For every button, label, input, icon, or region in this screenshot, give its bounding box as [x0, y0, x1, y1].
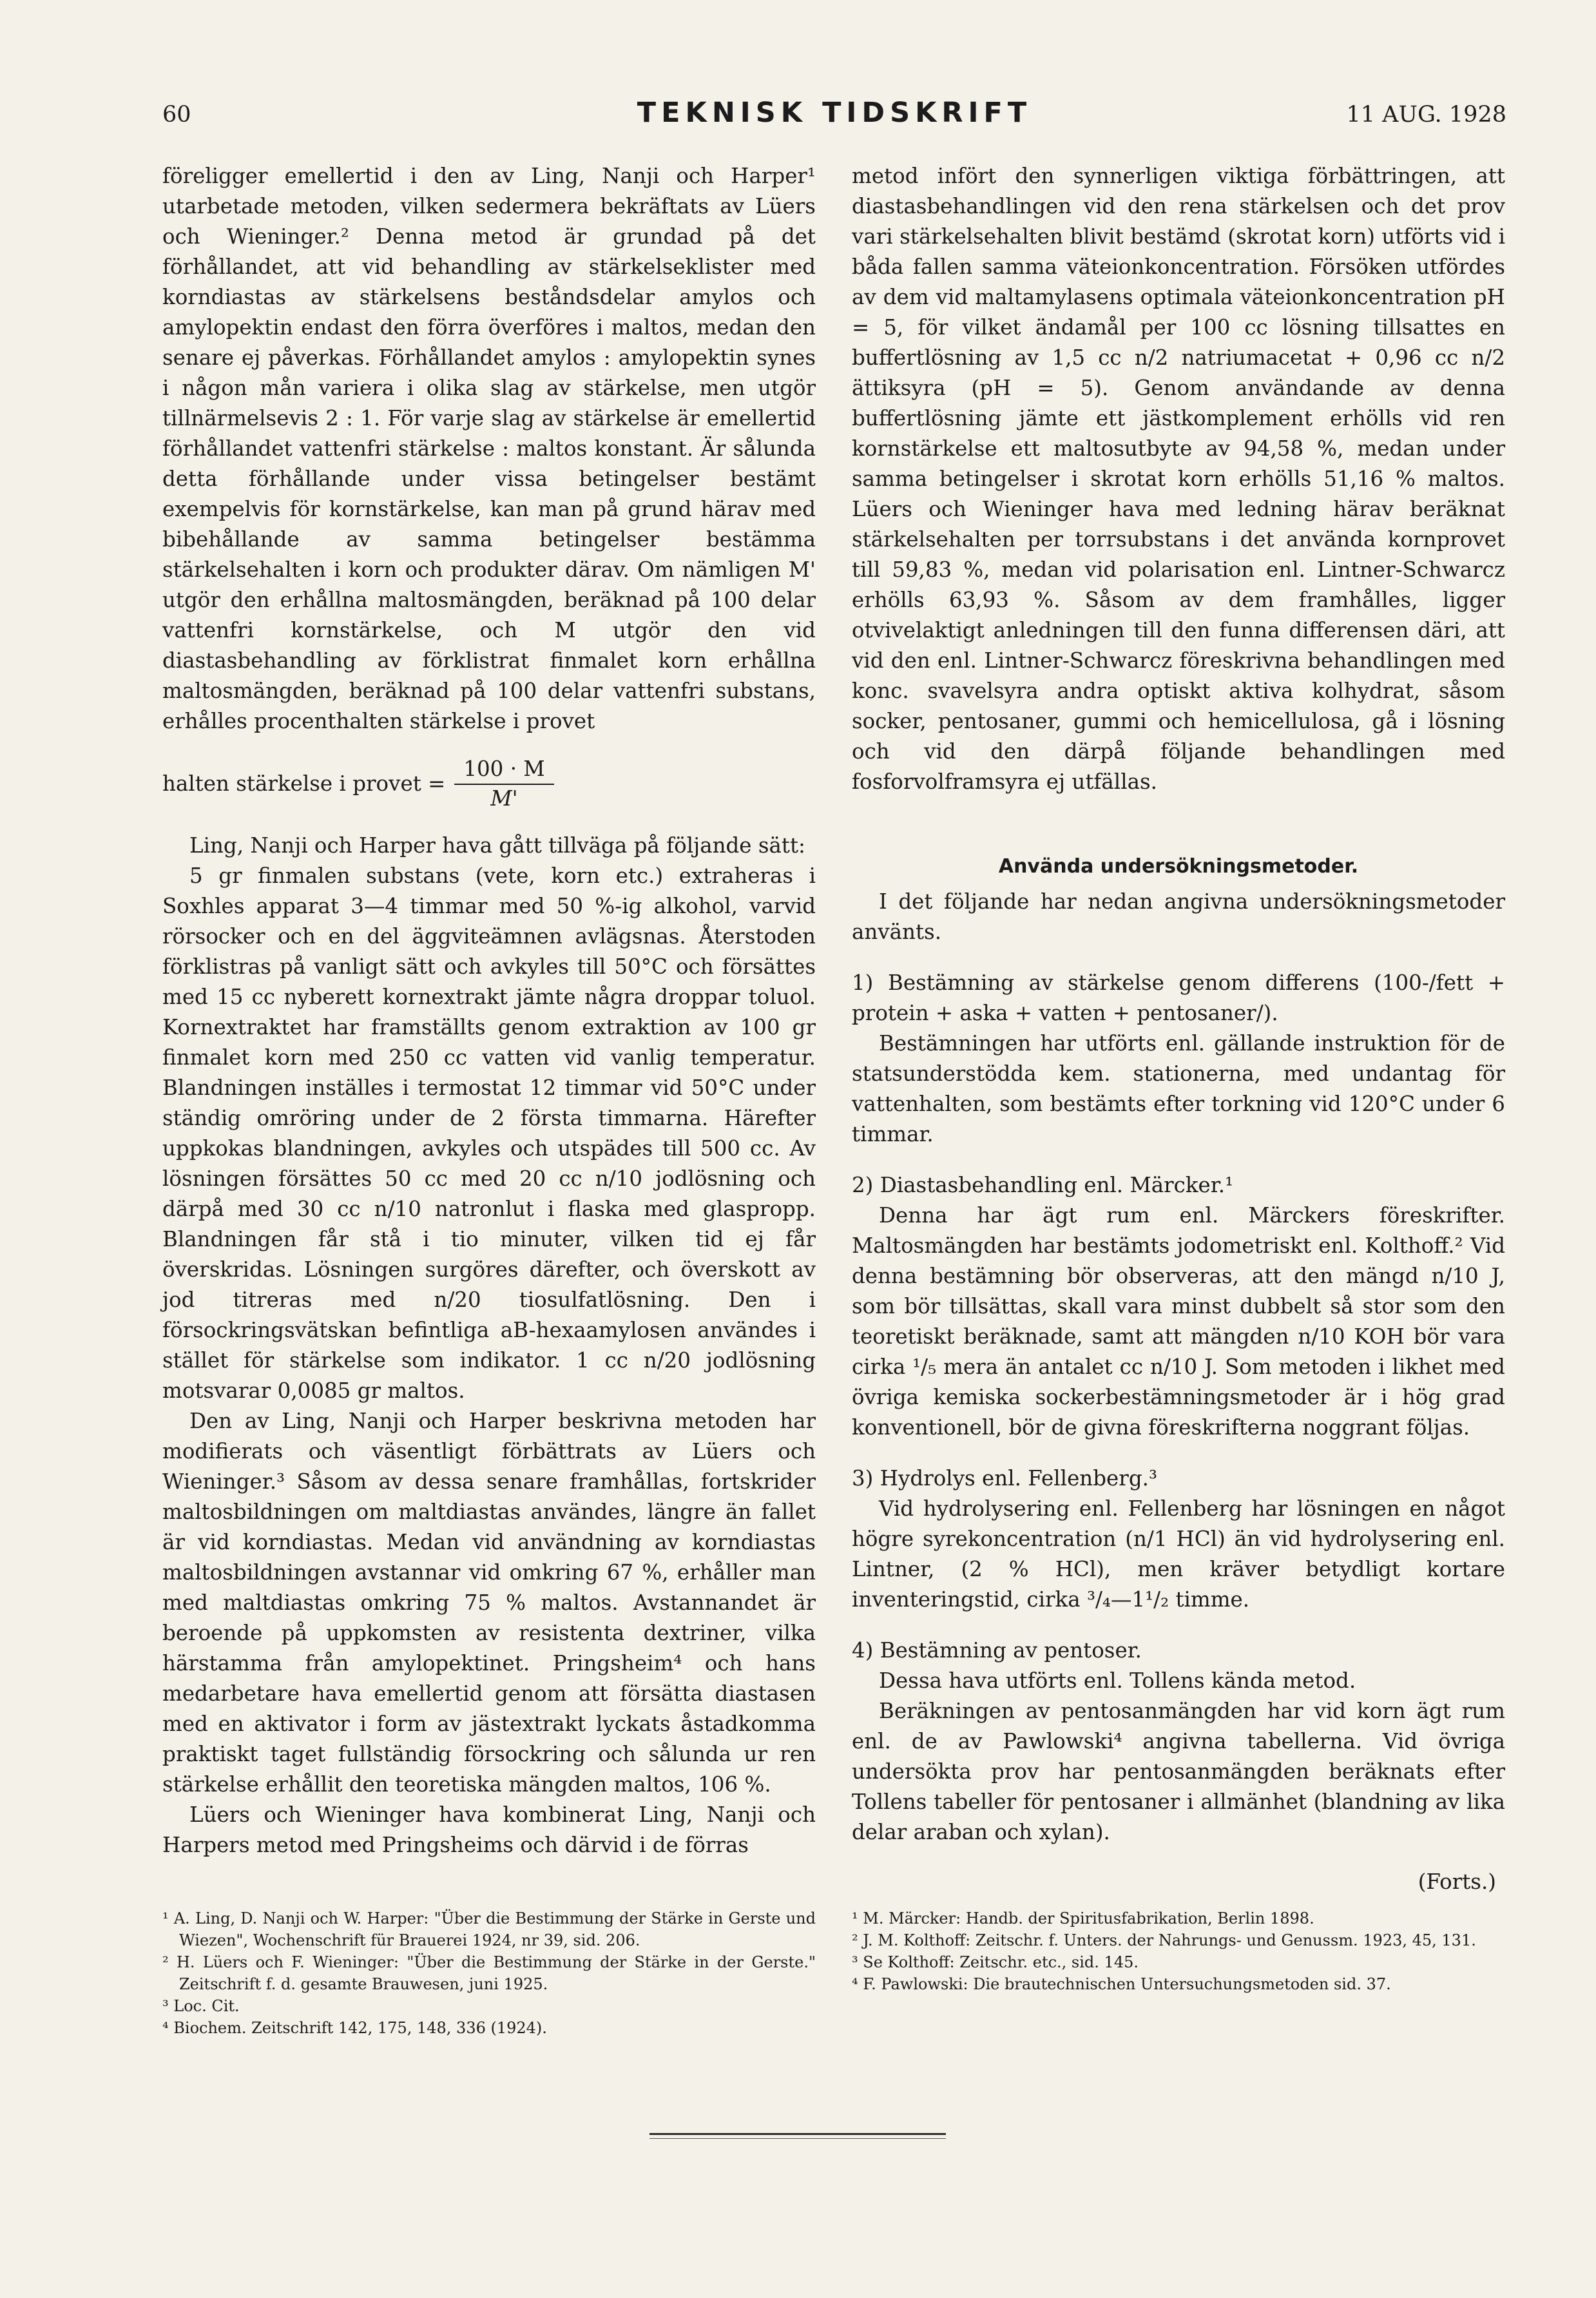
left-paragraph-2: Ling, Nanji och Harper hava gått tillväga på följande sätt:: [189, 833, 805, 858]
footnote: ¹ M. Märcker: Handb. der Spiritusfabrikation, Berlin 1898.: [852, 1909, 1314, 1927]
left-paragraph-1: föreligger emellertid i den av Ling, Nanji och Harper¹ utarbetade metoden, vilken sedermera bekräftats av Lüers och Wieninger.² Denna metod är grundad på det förhållandet, att vid behandling av stärkelseklister med korndiastas av stärkelsens beståndsdelar amylos och amylopektin endast den förra överföres i maltos, medan den senare ej påverkas. Förhållandet amylos : amylopektin synes i någon mån variera i olika slag av stärkelse, men utgör tillnärmelsevis 2 : 1. För varje slag av stärkelse är emellertid förhållandet vattenfri stärkelse : maltos konstant. Är sålunda detta förhållande under vissa betingelser bestämt exempelvis för kornstärkelse, kan man på grund härav med bibehållande av samma betingelser bestämma stärkelsehalten i korn och produkter därav. Om nämligen M' utgör den erhållna maltosmängden, beräknad på 100 delar vattenfri kornstärkelse, och M utgör den vid diastasbehandling av förklistrat finmalet korn erhållna maltosmängden, beräknad på 100 delar vattenfri substans, erhålles procenthalten stärkelse i provet: [162, 164, 816, 733]
method-item-2: 2) Diastasbehandling enl. Märcker.¹: [852, 1173, 1234, 1197]
method-item-4: 4) Bestämning av pentoser.: [852, 1638, 1142, 1663]
formula-numerator: 100 · M: [454, 755, 553, 785]
method-item-3: 3) Hydrolys enl. Fellenberg.³: [852, 1466, 1157, 1491]
footnote: ³ Loc. Cit.: [162, 1997, 240, 2015]
footnote: ¹ A. Ling, D. Nanji och W. Harper: "Über die Bestimmung der Stärke in Gerste und Wiezen", Wochenschrift für Brauerei 1924, nr 39, sid. 206.: [162, 1909, 816, 1949]
footnote: ⁴ Biochem. Zeitschrift 142, 175, 148, 336 (1924).: [162, 2019, 547, 2037]
page-number: 60: [162, 102, 191, 128]
end-rule-thin: [649, 2138, 946, 2139]
method-item-2-text: Denna har ägt rum enl. Märckers föreskrifter. Maltosmängden har bestämts jodometriskt enl. Kolthoff.² Vid denna bestämning bör observeras, att den mängd n/10 J, som bör tillsättas, skall vara minst dubbelt så stor som den teoretiskt beräknade, samt att mängden n/10 KOH bör vara cirka ¹/₅ mera än antalet cc n/10 J. Som metoden i likhet med övriga kemiska sockerbestämningsmetoder är i hög grad konventionell, bör de givna föreskrifterna noggrant följas.: [852, 1203, 1505, 1440]
right-paragraph-2: I det följande har nedan angivna undersökningsmetoder använts.: [852, 889, 1505, 944]
end-rule: [649, 2133, 946, 2135]
left-paragraph-5: Lüers och Wieninger hava kombinerat Ling, Nanji och Harpers metod med Pringsheims och därvid i de förras: [162, 1802, 816, 1857]
right-paragraph-1: metod infört den synnerligen viktiga förbättringen, att diastasbehandlingen vid den rena stärkelsen och det prov vari stärkelsehalten blivit bestämd (skrotat korn) utförts vid i båda fallen samma väteionkoncentration. Försöken utfördes av dem vid maltamylasens optimala väteionkoncentration pH = 5, för vilket ändamål per 100 cc lösning tillsattes en buffertlösning av 1,5 cc n/2 natriumacetat + 0,96 cc n/2 ättiksyra (pH = 5). Genom användande av denna buffertlösning jämte ett jästkomplement erhölls vid ren kornstärkelse ett maltosutbyte av 94,58 %, medan under samma betingelser i skrotat korn erhölls 51,16 % maltos. Lüers och Wieninger hava med ledning härav beräknat stärkelsehalten per torrsubstans i det använda kornprovet till 59,83 %, medan vid polarisation enl. Lintner-Schwarcz erhölls 63,93 %. Såsom av dem framhålles, ligger otvivelaktigt anledningen till den funna differensen däri, att vid den enl. Lintner-Schwarcz föreskrivna behandlingen med konc. svavelsyra andra optiskt aktiva kolhydrat, såsom socker, pentosaner, gummi och hemicellulosa, gå i lösning och vid den därpå följande behandlingen med fosforvolframsyra ej utfällas.: [852, 164, 1505, 794]
formula-denominator: M': [490, 786, 518, 811]
left-column: [162, 161, 816, 1860]
right-paragraph-3: Beräkningen av pentosanmängden har vid korn ägt rum enl. de av Pawlowski⁴ angivna tabellerna. Vid övriga undersökta prov har pentosanmängden beräknats efter Tollens tabeller för pentosaner i allmänhet (blandning av lika delar araban och xylan).: [852, 1699, 1505, 1844]
footnote: ⁴ F. Pawlowski: Die brautechnischen Untersuchungsmetoden sid. 37.: [852, 1975, 1391, 1993]
continued-note: (Forts.): [1418, 1869, 1496, 1894]
left-paragraph-3: 5 gr finmalen substans (vete, korn etc.) extraheras i Soxhles apparat 3—4 timmar med 50 %-ig alkohol, varvid rörsocker och en del äggviteämnen avlägsnas. Återstoden förklistras på vanligt sätt och avkyles till 50°C och försättes med 15 cc nyberett kornextrakt jämte några droppar toluol. Kornextraktet har framställts genom extraktion av 100 gr finmalet korn med 250 cc vatten vid vanlig temperatur. Blandningen inställes i termostat 12 timmar vid 50°C under ständig omröring under de 2 första timmarna. Härefter uppkokas blandningen, avkyles och utspädes till 500 cc. Av lösningen försättes 50 cc med 20 cc n/10 jodlösning och därpå med 30 cc n/10 natronlut i flaska med glaspropp. Blandningen får stå i tio minuter, vilken tid ej får överskridas. Lösningen surgöres därefter, och överskott av jod titreras med n/20 tiosulfatlösning. Den i försockringsvätskan befintliga aB-hexaamylosen användes i stället för stärkelse som indikator. 1 cc n/20 jodlösning motsvarar 0,0085 gr maltos.: [162, 864, 816, 1403]
footnote: ² H. Lüers och F. Wieninger: "Über die Bestimmung der Stärke in der Gerste." Zeitschrift f. d. gesamte Brauwesen, juni 1925.: [162, 1953, 816, 1993]
right-column: [852, 161, 1505, 1897]
section-heading: Använda undersökningsmetoder.: [998, 855, 1359, 878]
method-item-1: 1) Bestämning av stärkelse genom differens (100-/fett + protein + aska + vatten + pentosaner/).: [852, 970, 1505, 1025]
formula-fraction: [454, 755, 553, 812]
issue-date: 11 AUG. 1928: [1346, 102, 1506, 128]
footnote: ³ Se Kolthoff: Zeitschr. etc., sid. 145.: [852, 1953, 1139, 1971]
footnotes-right: [852, 1907, 1505, 1995]
page-header: [162, 97, 1506, 142]
formula: [162, 748, 816, 819]
method-item-4-text: Dessa hava utförts enl. Tollens kända metod.: [879, 1668, 1356, 1693]
method-item-1-text: Bestämningen har utförts enl. gällande instruktion för de statsunderstödda kem. stationerna, med undantag för vattenhalten, som bestämts efter torkning vid 120°C under 6 timmar.: [852, 1031, 1505, 1146]
footnotes-left: [162, 1907, 816, 2039]
formula-lhs: halten stärkelse i provet =: [162, 771, 446, 796]
journal-title: TEKNISK TIDSKRIFT: [637, 97, 1032, 129]
footnote: ² J. M. Kolthoff: Zeitschr. f. Unters. der Nahrungs- und Genussm. 1923, 45, 131.: [852, 1931, 1476, 1949]
left-paragraph-4: Den av Ling, Nanji och Harper beskrivna metoden har modifierats och väsentligt förbättrats av Lüers och Wieninger.³ Såsom av dessa senare framhållas, fortskrider maltosbildningen om maltdiastas användes, längre än fallet är vid korndiastas. Medan vid användning av korndiastas maltosbildningen avstannar vid omkring 67 %, erhåller man med maltdiastas omkring 75 % maltos. Avstannandet är beroende på uppkomsten av resistenta dextriner, vilka härstamma från amylopektinet. Pringsheim⁴ och hans medarbetare hava emellertid genom att försätta diastasen med en aktivator i form av jästextrakt lyckats åstadkomma praktiskt taget fullständig försockring och sålunda ur ren stärkelse erhållit den teoretiska mängden maltos, 106 %.: [162, 1409, 816, 1797]
method-item-3-text: Vid hydrolysering enl. Fellenberg har lösningen en något högre syrekoncentration (n/1 HCl) än vid hydrolysering enl. Lintner, (2 % HCl), men kräver betydligt kortare inventeringstid, cirka ³/₄—1¹/₂ timme.: [852, 1496, 1505, 1612]
